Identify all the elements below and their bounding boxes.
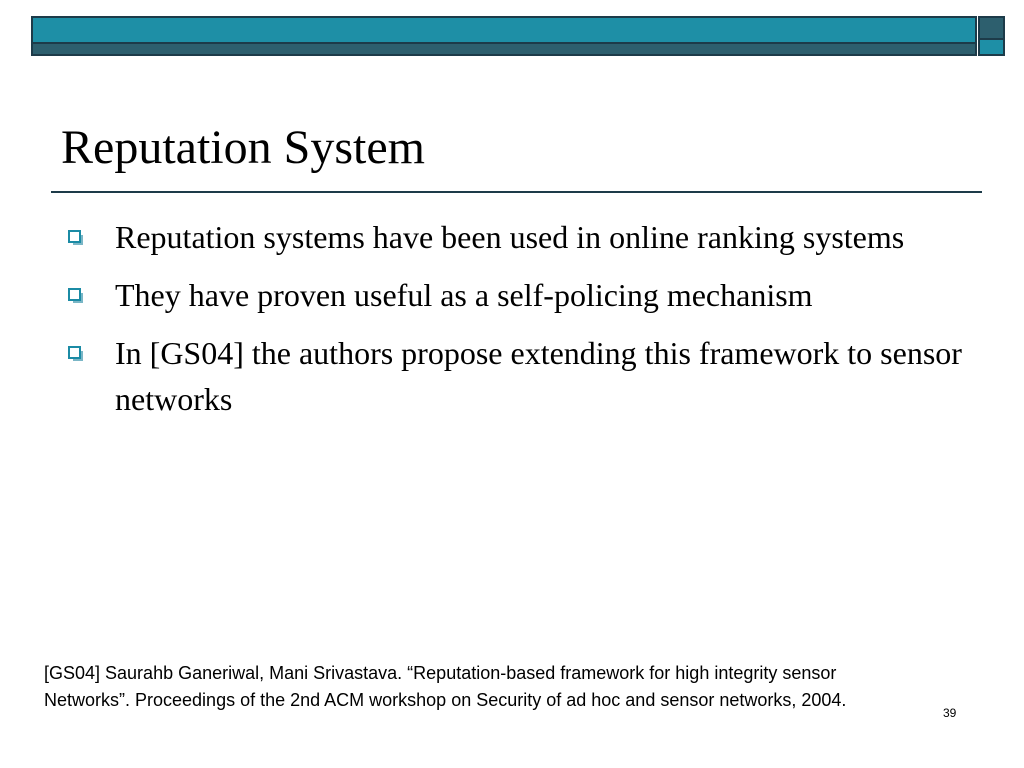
square-bullet-icon bbox=[68, 288, 81, 301]
bullet-item bbox=[64, 214, 984, 260]
bullet-text: They have proven useful as a self-policing mechanism bbox=[115, 277, 813, 313]
bullet-item bbox=[64, 272, 984, 318]
bullet-text: Reputation systems have been used in online ranking systems bbox=[115, 219, 905, 255]
corner-square-top bbox=[978, 16, 1005, 40]
slide-title: Reputation System bbox=[61, 121, 425, 174]
bullet-list bbox=[64, 214, 984, 434]
corner-square-bottom bbox=[978, 40, 1005, 56]
slide-number: 39 bbox=[943, 706, 957, 720]
header-stripe bbox=[33, 42, 975, 44]
square-bullet-icon bbox=[68, 230, 81, 243]
square-bullet-icon bbox=[68, 346, 81, 359]
reference-footnote: [GS04] Saurahb Ganeriwal, Mani Srivastava. “Reputation-based framework for high integrity sensor Networks”. Proceedings of the 2nd ACM workshop on Security of ad hoc and sensor networks, 2004. bbox=[44, 663, 847, 710]
bullet-item bbox=[64, 330, 984, 422]
title-divider bbox=[51, 191, 982, 193]
header-decoration-bar bbox=[31, 16, 977, 56]
bullet-text: In [GS04] the authors propose extending this framework to sensor networks bbox=[115, 335, 962, 417]
